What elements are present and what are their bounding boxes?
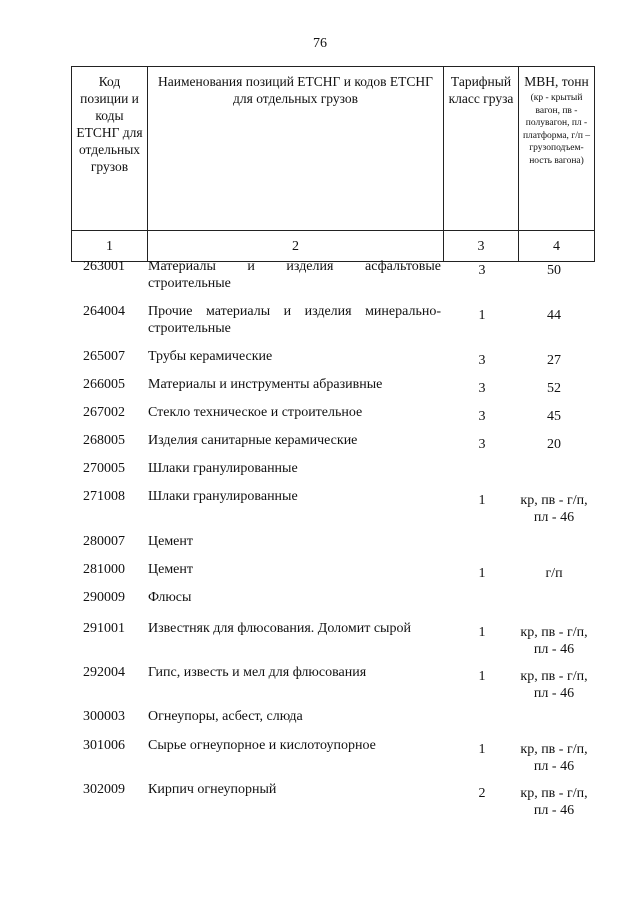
column-number: 2 [148, 231, 444, 262]
row-class: 1 [478, 493, 486, 508]
row-class: 1 [478, 625, 486, 640]
header-mvn-title: МВН, тонн [524, 74, 589, 89]
header-mvn [519, 67, 595, 231]
row-name: Кирпич огнеупорный [148, 782, 277, 797]
row-mvn: 44 [547, 308, 561, 323]
row-code: 291001 [83, 621, 125, 636]
row-name: Известняк для флюсования. Доломит сырой [148, 621, 411, 636]
header-name: Наименования позиций ЕТСНГ и кодов ЕТСНГ для отдельных грузов [148, 67, 444, 231]
row-name: Стекло техническое и строительное [148, 405, 363, 420]
row-name: Материалы и инструменты абразивные [148, 377, 383, 392]
row-code: 266005 [83, 377, 125, 392]
row-mvn: г/п [545, 566, 563, 581]
row-mvn: 45 [547, 409, 561, 424]
column-number: 4 [519, 231, 595, 262]
row-code: 270005 [83, 461, 125, 476]
column-number: 3 [444, 231, 519, 262]
row-name: Изделия санитарные керамические [148, 433, 358, 448]
row-code: 292004 [83, 665, 125, 680]
row-mvn: 27 [547, 353, 561, 368]
row-name: Огнеупоры, асбест, слюда [148, 709, 303, 724]
row-class: 3 [478, 437, 486, 452]
row-mvn: кр, пв - г/п, пл - 46 [520, 742, 588, 774]
row-code: 290009 [83, 590, 125, 605]
row-class: 3 [478, 381, 486, 396]
row-code: 281000 [83, 562, 125, 577]
row-name: Гипс, известь и мел для флюсования [148, 665, 367, 680]
row-mvn: кр, пв - г/п, пл - 46 [520, 493, 588, 525]
row-class: 3 [478, 263, 486, 278]
row-name: Цемент [148, 534, 194, 549]
row-code: 280007 [83, 534, 125, 549]
row-code: 271008 [83, 489, 125, 504]
row-name: Флюсы [148, 590, 192, 605]
row-code: 302009 [83, 782, 125, 797]
row-name: Трубы керамические [148, 349, 273, 364]
row-name: Материалы и изделия асфальтовые строительные [148, 259, 441, 291]
row-name: Сырье огнеупорное и кислотоупорное [148, 738, 376, 753]
row-mvn: кр, пв - г/п, пл - 46 [520, 625, 588, 657]
row-name: Шлаки гранулированные [148, 489, 298, 504]
row-mvn: 52 [547, 381, 561, 396]
page-number: 76 [313, 36, 327, 51]
row-code: 263001 [83, 259, 125, 274]
row-mvn: кр, пв - г/п, пл - 46 [520, 669, 588, 701]
header-code: Код позиции и коды ЕТСНГ для отдельных грузов [72, 67, 148, 231]
row-code: 267002 [83, 405, 125, 420]
row-code: 300003 [83, 709, 125, 724]
row-code: 264004 [83, 304, 125, 319]
column-number: 1 [72, 231, 148, 262]
row-class: 2 [478, 786, 486, 801]
row-class: 3 [478, 353, 486, 368]
row-class: 1 [478, 669, 486, 684]
header-mvn-note: (кр - крытый вагон, пв - полувагон, пл - платформа, г/п – грузоподъем-ность вагона) [522, 93, 591, 166]
row-name: Прочие материалы и изделия минерально-строительные [148, 304, 441, 336]
row-name: Шлаки гранулированные [148, 461, 298, 476]
row-mvn: кр, пв - г/п, пл - 46 [520, 786, 588, 818]
row-code: 268005 [83, 433, 125, 448]
row-code: 265007 [83, 349, 125, 364]
row-mvn: 20 [547, 437, 561, 452]
row-name: Цемент [148, 562, 194, 577]
row-class: 1 [478, 742, 486, 757]
row-code: 301006 [83, 738, 125, 753]
row-class: 1 [478, 308, 486, 323]
row-class: 3 [478, 409, 486, 424]
header-class: Тарифный класс груза [444, 67, 519, 231]
row-mvn: 50 [547, 263, 561, 278]
table-header [71, 66, 595, 262]
row-class: 1 [478, 566, 486, 581]
